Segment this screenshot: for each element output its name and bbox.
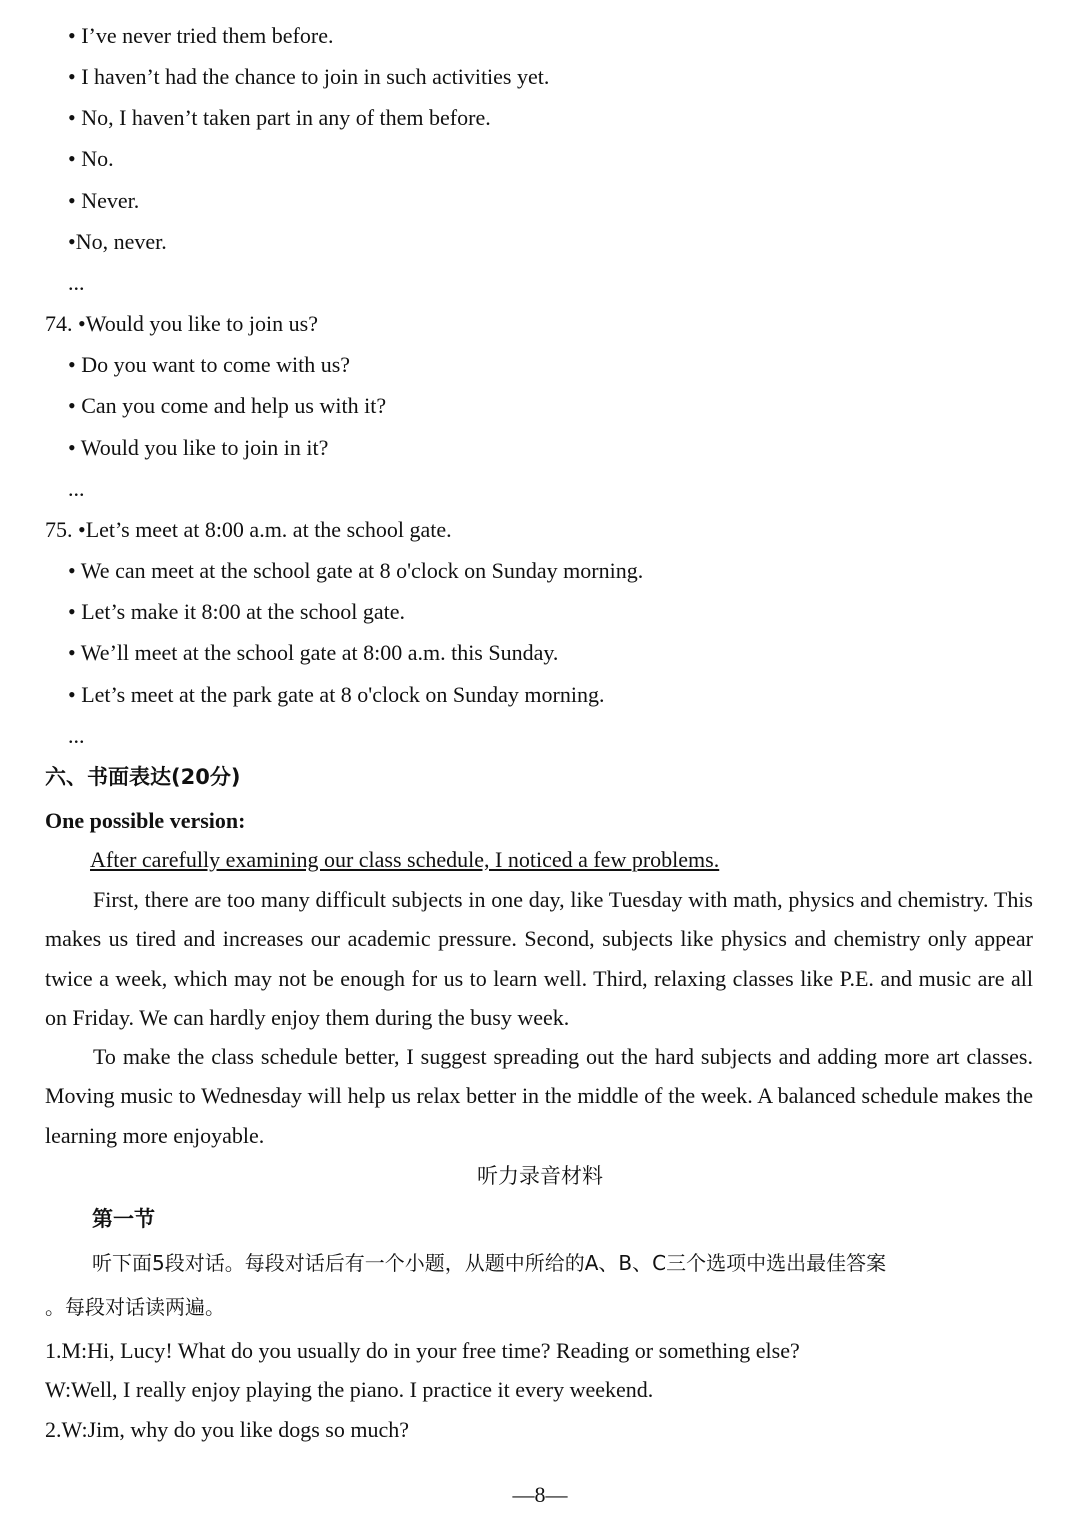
listening-section-label: 第一节: [92, 1207, 155, 1231]
ellipsis: ...: [68, 723, 85, 748]
section-subheading: One possible version:: [45, 808, 246, 833]
ellipsis: ...: [68, 270, 85, 295]
answer-option: •No, never.: [68, 229, 167, 254]
listening-instruction-cont: 。每段对话读两遍。: [45, 1295, 225, 1319]
answer-option: • Can you come and help us with it?: [68, 393, 387, 418]
answer-option: • No, I haven’t taken part in any of them before.: [68, 105, 491, 130]
answer-option: • Let’s make it 8:00 at the school gate.: [68, 599, 406, 624]
section-heading: 六、书面表达(20分): [45, 765, 241, 789]
dialogue-line: 1.M:Hi, Lucy! What do you usually do in your free time? Reading or something else?: [45, 1338, 800, 1363]
page-number: —8—: [512, 1482, 568, 1507]
ellipsis: ...: [68, 476, 85, 501]
question-74-first-answer: 74. •Would you like to join us?: [45, 311, 318, 336]
answer-option: • No.: [68, 146, 114, 171]
answer-option: • Let’s meet at the park gate at 8 o'clock on Sunday morning.: [68, 682, 605, 707]
answer-option: • I haven’t had the chance to join in such activities yet.: [68, 64, 550, 89]
essay-paragraph-1: First, there are too many difficult subjects in one day, like Tuesday with math, physics and chemistry. This makes us tired and increases our academic pressure. Second, subjects like physics and chemistry only appear twice a week, which may not be enough for us to learn well. Third, relaxing classes like P.E. and music are all on Friday. We can hardly enjoy them during the busy week.: [45, 887, 1033, 1030]
answer-option: • We’ll meet at the school gate at 8:00 a.m. this Sunday.: [68, 640, 559, 665]
answer-option: • Do you want to come with us?: [68, 352, 351, 377]
dialogue-line: W:Well, I really enjoy playing the piano. I practice it every weekend.: [45, 1377, 654, 1402]
answer-option: • I’ve never tried them before.: [68, 23, 334, 48]
underlined-topic-sentence: After carefully examining our class schedule, I noticed a few problems.: [90, 847, 720, 872]
answer-option: • Never.: [68, 188, 140, 213]
question-75-first-answer: 75. •Let’s meet at 8:00 a.m. at the school gate.: [45, 517, 452, 542]
dialogue-line: 2.W:Jim, why do you like dogs so much?: [45, 1417, 409, 1442]
answer-option: • Would you like to join in it?: [68, 435, 329, 460]
answer-option: • We can meet at the school gate at 8 o'clock on Sunday morning.: [68, 558, 644, 583]
essay-paragraph-2: To make the class schedule better, I suggest spreading out the hard subjects and adding more art classes. Moving music to Wednesday will help us relax better in the middle of the week. A balanced schedule makes the learning more enjoyable.: [45, 1044, 1033, 1148]
listening-title: 听力录音材料: [477, 1164, 603, 1188]
listening-instruction: 听下面5段对话。每段对话后有一个小题，从题中所给的A、B、C三个选项中选出最佳答案: [92, 1251, 887, 1275]
